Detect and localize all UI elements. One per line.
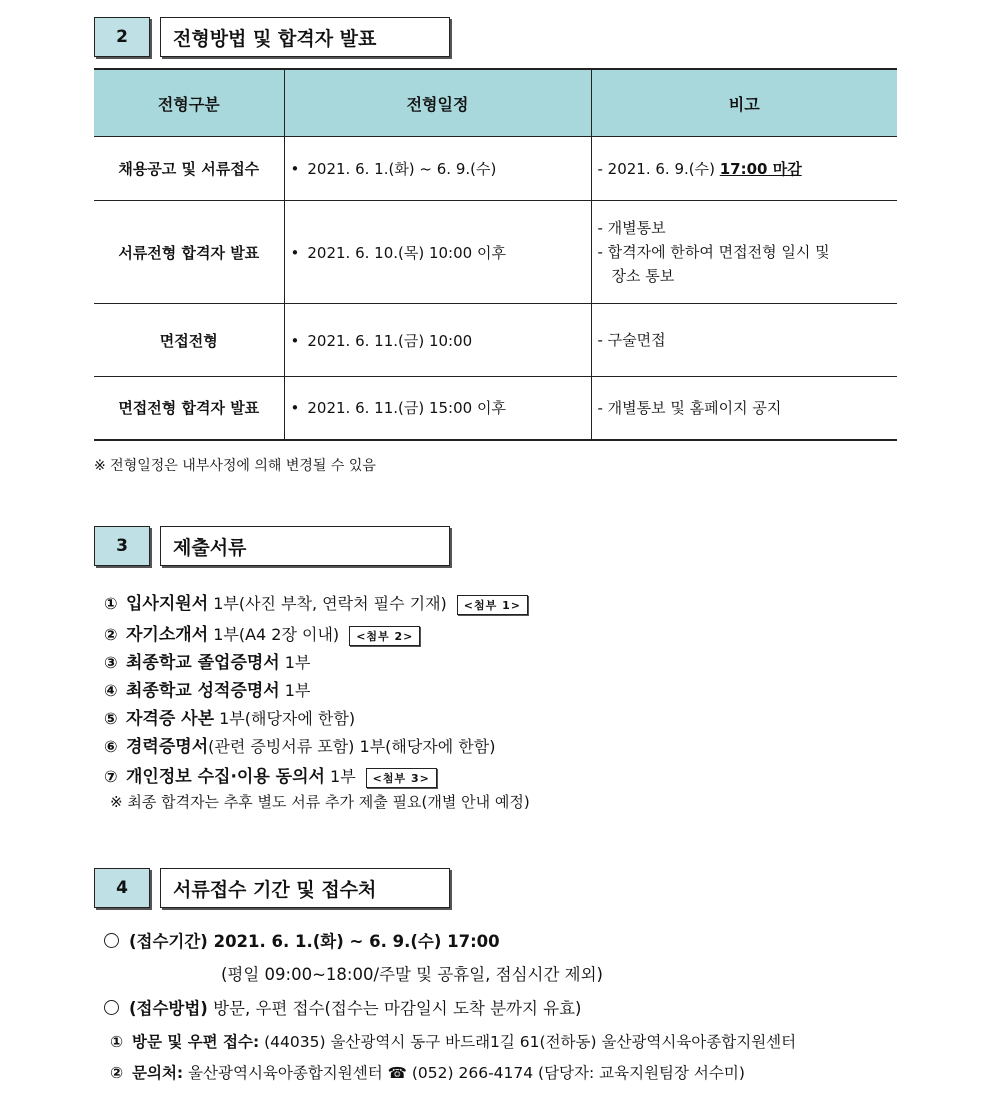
header-date: 전형일정 bbox=[284, 69, 591, 137]
attachment-tag: <첨부 2> bbox=[349, 626, 420, 646]
section3-number: 3 bbox=[94, 526, 150, 566]
section4-title: 서류접수 기간 및 접수처 bbox=[160, 868, 450, 908]
visit-address-line: ① 방문 및 우편 접수: (44035) 울산광역시 동구 바드래1길 61(전하동) 울산광역시육아종합지원센터 bbox=[110, 1033, 797, 1051]
attachment-tag: <첨부 1> bbox=[457, 595, 528, 615]
period-sub: (평일 09:00~18:00/주말 및 공휴일, 점심시간 제외) bbox=[221, 965, 603, 984]
table-header-row bbox=[94, 69, 897, 137]
section3-title: 제출서류 bbox=[160, 526, 450, 566]
row-type: 채용공고 및 서류접수 bbox=[94, 137, 284, 201]
table-row bbox=[94, 137, 897, 201]
row-note: - 개별통보 및 홈페이지 공지 bbox=[591, 377, 897, 440]
row-date: • 2021. 6. 11.(금) 15:00 이후 bbox=[284, 377, 591, 440]
row-note: - 구술면접 bbox=[591, 304, 897, 377]
period-line: (접수기간) 2021. 6. 1.(화) ~ 6. 9.(수) 17:00 bbox=[104, 928, 500, 952]
row-type: 서류전형 합격자 발표 bbox=[94, 201, 284, 304]
section4-number: 4 bbox=[94, 868, 150, 908]
section2-number: 2 bbox=[94, 17, 150, 57]
row-date: • 2021. 6. 10.(목) 10:00 이후 bbox=[284, 201, 591, 304]
row-note: - 개별통보 - 합격자에 한하여 면접전형 일시 및 장소 통보 bbox=[591, 201, 897, 304]
documents-footnote: ※ 최종 합격자는 추후 별도 서류 추가 제출 필요(개별 안내 예정) bbox=[110, 793, 530, 811]
document-item: ⑥ 경력증명서(관련 증빙서류 포함) 1부(해당자에 한함) bbox=[104, 737, 496, 757]
method-line: (접수방법) 방문, 우편 접수(접수는 마감일시 도착 분까지 유효) bbox=[104, 995, 581, 1019]
row-date: • 2021. 6. 11.(금) 10:00 bbox=[284, 304, 591, 377]
phone-icon: ☎ bbox=[387, 1064, 407, 1082]
row-type: 면접전형 bbox=[94, 304, 284, 377]
document-item: ⑤ 자격증 사본 1부(해당자에 한함) bbox=[104, 709, 356, 729]
table-row bbox=[94, 377, 897, 440]
attachment-tag: <첨부 3> bbox=[366, 768, 437, 788]
circle-bullet-icon bbox=[104, 933, 119, 948]
row-type: 면접전형 합격자 발표 bbox=[94, 377, 284, 440]
row-note: - 2021. 6. 9.(수) 17:00 마감 bbox=[591, 137, 897, 201]
document-item: ③ 최종학교 졸업증명서 1부 bbox=[104, 653, 311, 673]
document-item: ④ 최종학교 성적증명서 1부 bbox=[104, 681, 311, 701]
header-type: 전형구분 bbox=[94, 69, 284, 137]
document-item: ⑦ 개인정보 수집·이용 동의서 1부 <첨부 3> bbox=[104, 762, 437, 788]
table-row bbox=[94, 201, 897, 304]
circle-bullet-icon bbox=[104, 1000, 119, 1015]
schedule-table bbox=[94, 68, 897, 441]
section2-title: 전형방법 및 합격자 발표 bbox=[160, 17, 450, 57]
contact-line: ② 문의처: 울산광역시육아종합지원센터 ☎ (052) 266-4174 (담당자: 교육지원팀장 서수미) bbox=[110, 1064, 745, 1082]
document-item: ① 입사지원서 1부(사진 부착, 연락처 필수 기재) <첨부 1> bbox=[104, 589, 528, 615]
table-row bbox=[94, 304, 897, 377]
document-item: ② 자기소개서 1부(A4 2장 이내) <첨부 2> bbox=[104, 620, 420, 646]
row-date: • 2021. 6. 1.(화) ~ 6. 9.(수) bbox=[284, 137, 591, 201]
schedule-footnote: ※ 전형일정은 내부사정에 의해 변경될 수 있음 bbox=[94, 458, 376, 474]
header-note: 비고 bbox=[591, 69, 897, 137]
